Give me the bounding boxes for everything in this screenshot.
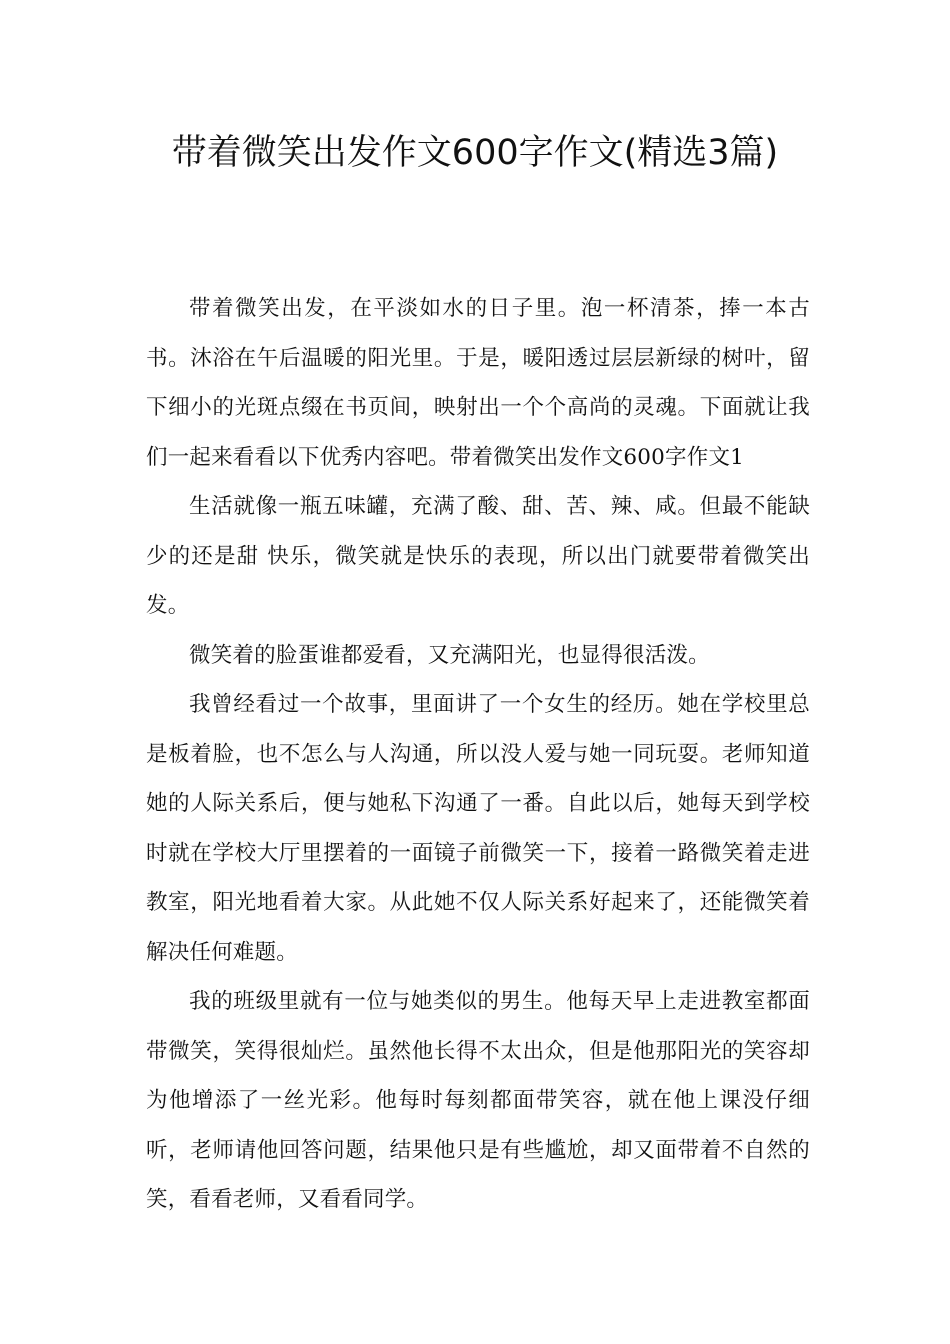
document-body bbox=[146, 284, 810, 1225]
page-title: 带着微笑出发作文600字作文(精选3篇) bbox=[171, 133, 779, 173]
paragraph-4: 我曾经看过一个故事，里面讲了一个女生的经历。她在学校里总是板着脸，也不怎么与人沟通，所以没人爱与她一同玩耍。老师知道她的人际关系后，便与她私下沟通了一番。自此以后，她每天到学校时就在学校大厅里摆着的一面镜子前微笑一下，接着一路微笑着走进教室，阳光地看着大家。从此她不仅人际关系好起来了，还能微笑着解决任何难题。 bbox=[146, 692, 810, 965]
paragraph-1: 带着微笑出发，在平淡如水的日子里。泡一杯清茶，捧一本古书。沐浴在午后温暖的阳光里。于是，暖阳透过层层新绿的树叶，留下细小的光斑点缀在书页间，映射出一个个高尚的灵魂。下面就让我们一起来看看以下优秀内容吧。带着微笑出发作文600字作文1 bbox=[146, 296, 810, 470]
paragraph-2: 生活就像一瓶五味罐，充满了酸、甜、苦、辣、咸。但最不能缺少的还是甜 快乐，微笑就是快乐的表现，所以出门就要带着微笑出发。 bbox=[146, 494, 810, 618]
paragraph-5: 我的班级里就有一位与她类似的男生。他每天早上走进教室都面带微笑，笑得很灿烂。虽然他长得不太出众，但是他那阳光的笑容却为他增添了一丝光彩。他每时每刻都面带笑容，就在他上课没仔细听，老师请他回答问题，结果他只是有些尴尬，却又面带着不自然的笑，看看老师，又看看同学。 bbox=[146, 989, 810, 1212]
paragraph-3: 微笑着的脸蛋谁都爱看，又充满阳光，也显得很活泼。 bbox=[189, 642, 710, 668]
